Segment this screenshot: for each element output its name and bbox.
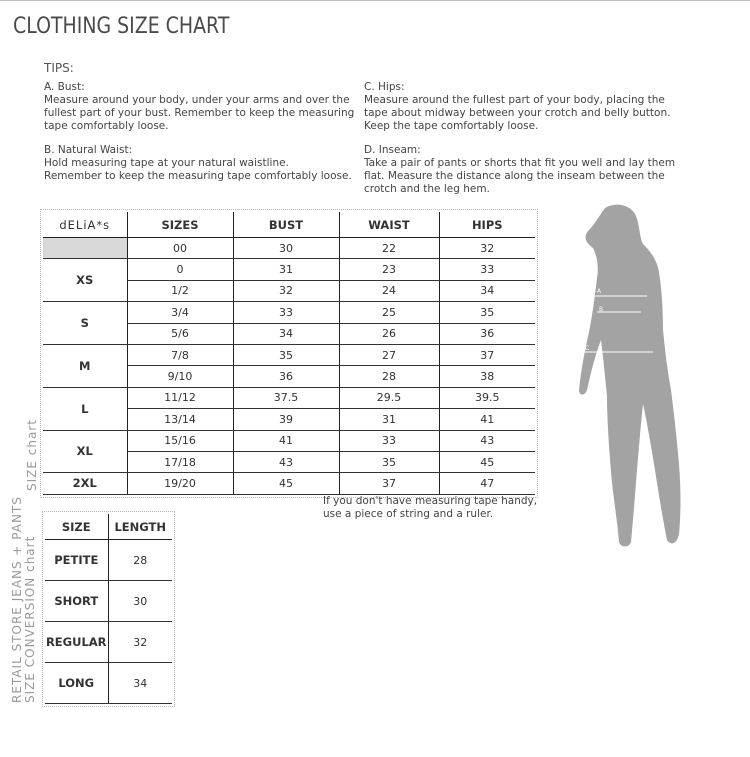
cell-size: 3/4	[127, 302, 233, 323]
tip-hips-text: Measure around the fullest part of your body, placing the tape about midway between your crotch and belly button. Keep the tape comfortably loose.	[364, 94, 671, 132]
cell-length: 30	[108, 581, 172, 622]
group-label-xs: XS	[43, 259, 127, 302]
cell-waist: 37	[339, 473, 439, 494]
cell-length: 34	[108, 663, 172, 704]
cell-hips: 38	[439, 366, 535, 387]
tape-note	[323, 495, 537, 521]
cell-bust: 30	[233, 238, 339, 259]
cell-size: 00	[127, 238, 233, 259]
group-label-s: S	[43, 302, 127, 345]
cell-hips: 41	[439, 409, 535, 430]
cell-hips: 32	[439, 238, 535, 259]
table-row	[43, 430, 535, 451]
size-chart-side-label: SIZE chart	[25, 419, 39, 491]
group-label-m: M	[43, 344, 127, 387]
marker-d: D	[597, 378, 602, 385]
cell-bust: 32	[233, 280, 339, 301]
cell-hips: 43	[439, 430, 535, 451]
cell-bust: 43	[233, 451, 339, 472]
top-divider	[0, 0, 750, 1]
cell-bust: 41	[233, 430, 339, 451]
tip-waist-heading: B. Natural Waist:	[44, 144, 133, 156]
header-hips: HIPS	[439, 212, 535, 238]
cell-hips: 47	[439, 473, 535, 494]
tip-hips	[364, 81, 670, 133]
tape-note-line: If you don't have measuring tape handy,	[323, 495, 538, 507]
cell-bust: 31	[233, 259, 339, 280]
cell-hips: 35	[439, 302, 535, 323]
silhouette-svg	[555, 200, 695, 550]
table-row	[43, 238, 535, 259]
cell-length-size: REGULAR	[45, 622, 108, 663]
cell-bust: 39	[233, 409, 339, 430]
group-label-xl: XL	[43, 430, 127, 473]
header-size: SIZE	[45, 514, 108, 540]
cell-waist: 35	[339, 451, 439, 472]
cell-hips: 33	[439, 259, 535, 280]
header-waist: WAIST	[339, 212, 439, 238]
cell-bust: 45	[233, 473, 339, 494]
cell-bust: 36	[233, 366, 339, 387]
cell-hips: 39.5	[439, 387, 535, 408]
cell-bust: 37.5	[233, 387, 339, 408]
table-row	[43, 302, 535, 323]
cell-waist: 31	[339, 409, 439, 430]
marker-b: B	[599, 306, 604, 313]
page-title: CLOTHING SIZE CHART	[13, 14, 230, 39]
cell-size: 17/18	[127, 451, 233, 472]
tip-inseam	[364, 144, 675, 196]
cell-waist: 23	[339, 259, 439, 280]
table-row	[43, 344, 535, 365]
tip-bust	[44, 81, 354, 133]
measurement-figure	[555, 200, 695, 550]
table-row	[43, 473, 535, 494]
tips-heading: TIPS:	[44, 61, 74, 75]
table-row	[45, 540, 172, 581]
cell-length-size: PETITE	[45, 540, 108, 581]
header-sizes: SIZES	[127, 212, 233, 238]
table-row	[43, 387, 535, 408]
cell-bust: 35	[233, 344, 339, 365]
cell-size: 0	[127, 259, 233, 280]
cell-length: 32	[108, 622, 172, 663]
tip-waist-text: Hold measuring tape at your natural waistline. Remember to keep the measuring tape comfortably loose.	[44, 157, 352, 182]
length-chart-table	[45, 514, 172, 704]
group-label-l: L	[43, 387, 127, 430]
size-chart-table	[43, 212, 535, 495]
tip-inseam-text: Take a pair of pants or shorts that fit you well and lay them flat. Measure the distance along the inseam between the crotch and the leg hem.	[364, 157, 676, 195]
cell-waist: 28	[339, 366, 439, 387]
brand-logo: dELiA*s	[43, 212, 127, 238]
table-row	[45, 581, 172, 622]
cell-size: 13/14	[127, 409, 233, 430]
table-row	[45, 622, 172, 663]
cell-waist: 27	[339, 344, 439, 365]
cell-waist: 22	[339, 238, 439, 259]
cell-bust: 33	[233, 302, 339, 323]
cell-waist: 25	[339, 302, 439, 323]
cell-hips: 37	[439, 344, 535, 365]
length-chart-side-label	[11, 496, 37, 703]
cell-hips: 36	[439, 323, 535, 344]
header-bust: BUST	[233, 212, 339, 238]
tip-bust-text: Measure around your body, under your arms and over the fullest part of your bust. Remember to keep the measuring tape comfortably loose.	[44, 94, 355, 132]
tip-inseam-heading: D. Inseam:	[364, 144, 421, 156]
cell-length-size: LONG	[45, 663, 108, 704]
table-row	[45, 663, 172, 704]
cell-waist: 24	[339, 280, 439, 301]
cell-waist: 29.5	[339, 387, 439, 408]
woman-silhouette	[579, 205, 681, 547]
tip-hips-heading: C. Hips:	[364, 81, 405, 93]
length-chart-header-row	[45, 514, 172, 540]
tip-waist	[44, 144, 352, 183]
marker-c: C	[585, 345, 590, 352]
length-chart-side-label-line: SIZE CONVERSION chart	[23, 535, 37, 703]
tape-note-line: use a piece of string and a ruler.	[323, 508, 494, 520]
empty-group-cell	[43, 238, 127, 259]
table-row	[43, 259, 535, 280]
cell-hips: 34	[439, 280, 535, 301]
cell-size: 1/2	[127, 280, 233, 301]
size-chart-header-row	[43, 212, 535, 238]
group-label-2xl: 2XL	[43, 473, 127, 494]
cell-length-size: SHORT	[45, 581, 108, 622]
cell-size: 15/16	[127, 430, 233, 451]
cell-waist: 26	[339, 323, 439, 344]
header-length: LENGTH	[108, 514, 172, 540]
cell-size: 11/12	[127, 387, 233, 408]
cell-size: 9/10	[127, 366, 233, 387]
cell-hips: 45	[439, 451, 535, 472]
cell-bust: 34	[233, 323, 339, 344]
cell-size: 19/20	[127, 473, 233, 494]
marker-a: A	[597, 288, 602, 295]
cell-size: 7/8	[127, 344, 233, 365]
length-chart-side-label-line: RETAIL STORE JEANS + PANTS	[10, 496, 24, 703]
cell-length: 28	[108, 540, 172, 581]
cell-size: 5/6	[127, 323, 233, 344]
tip-bust-heading: A. Bust:	[44, 81, 85, 93]
cell-waist: 33	[339, 430, 439, 451]
